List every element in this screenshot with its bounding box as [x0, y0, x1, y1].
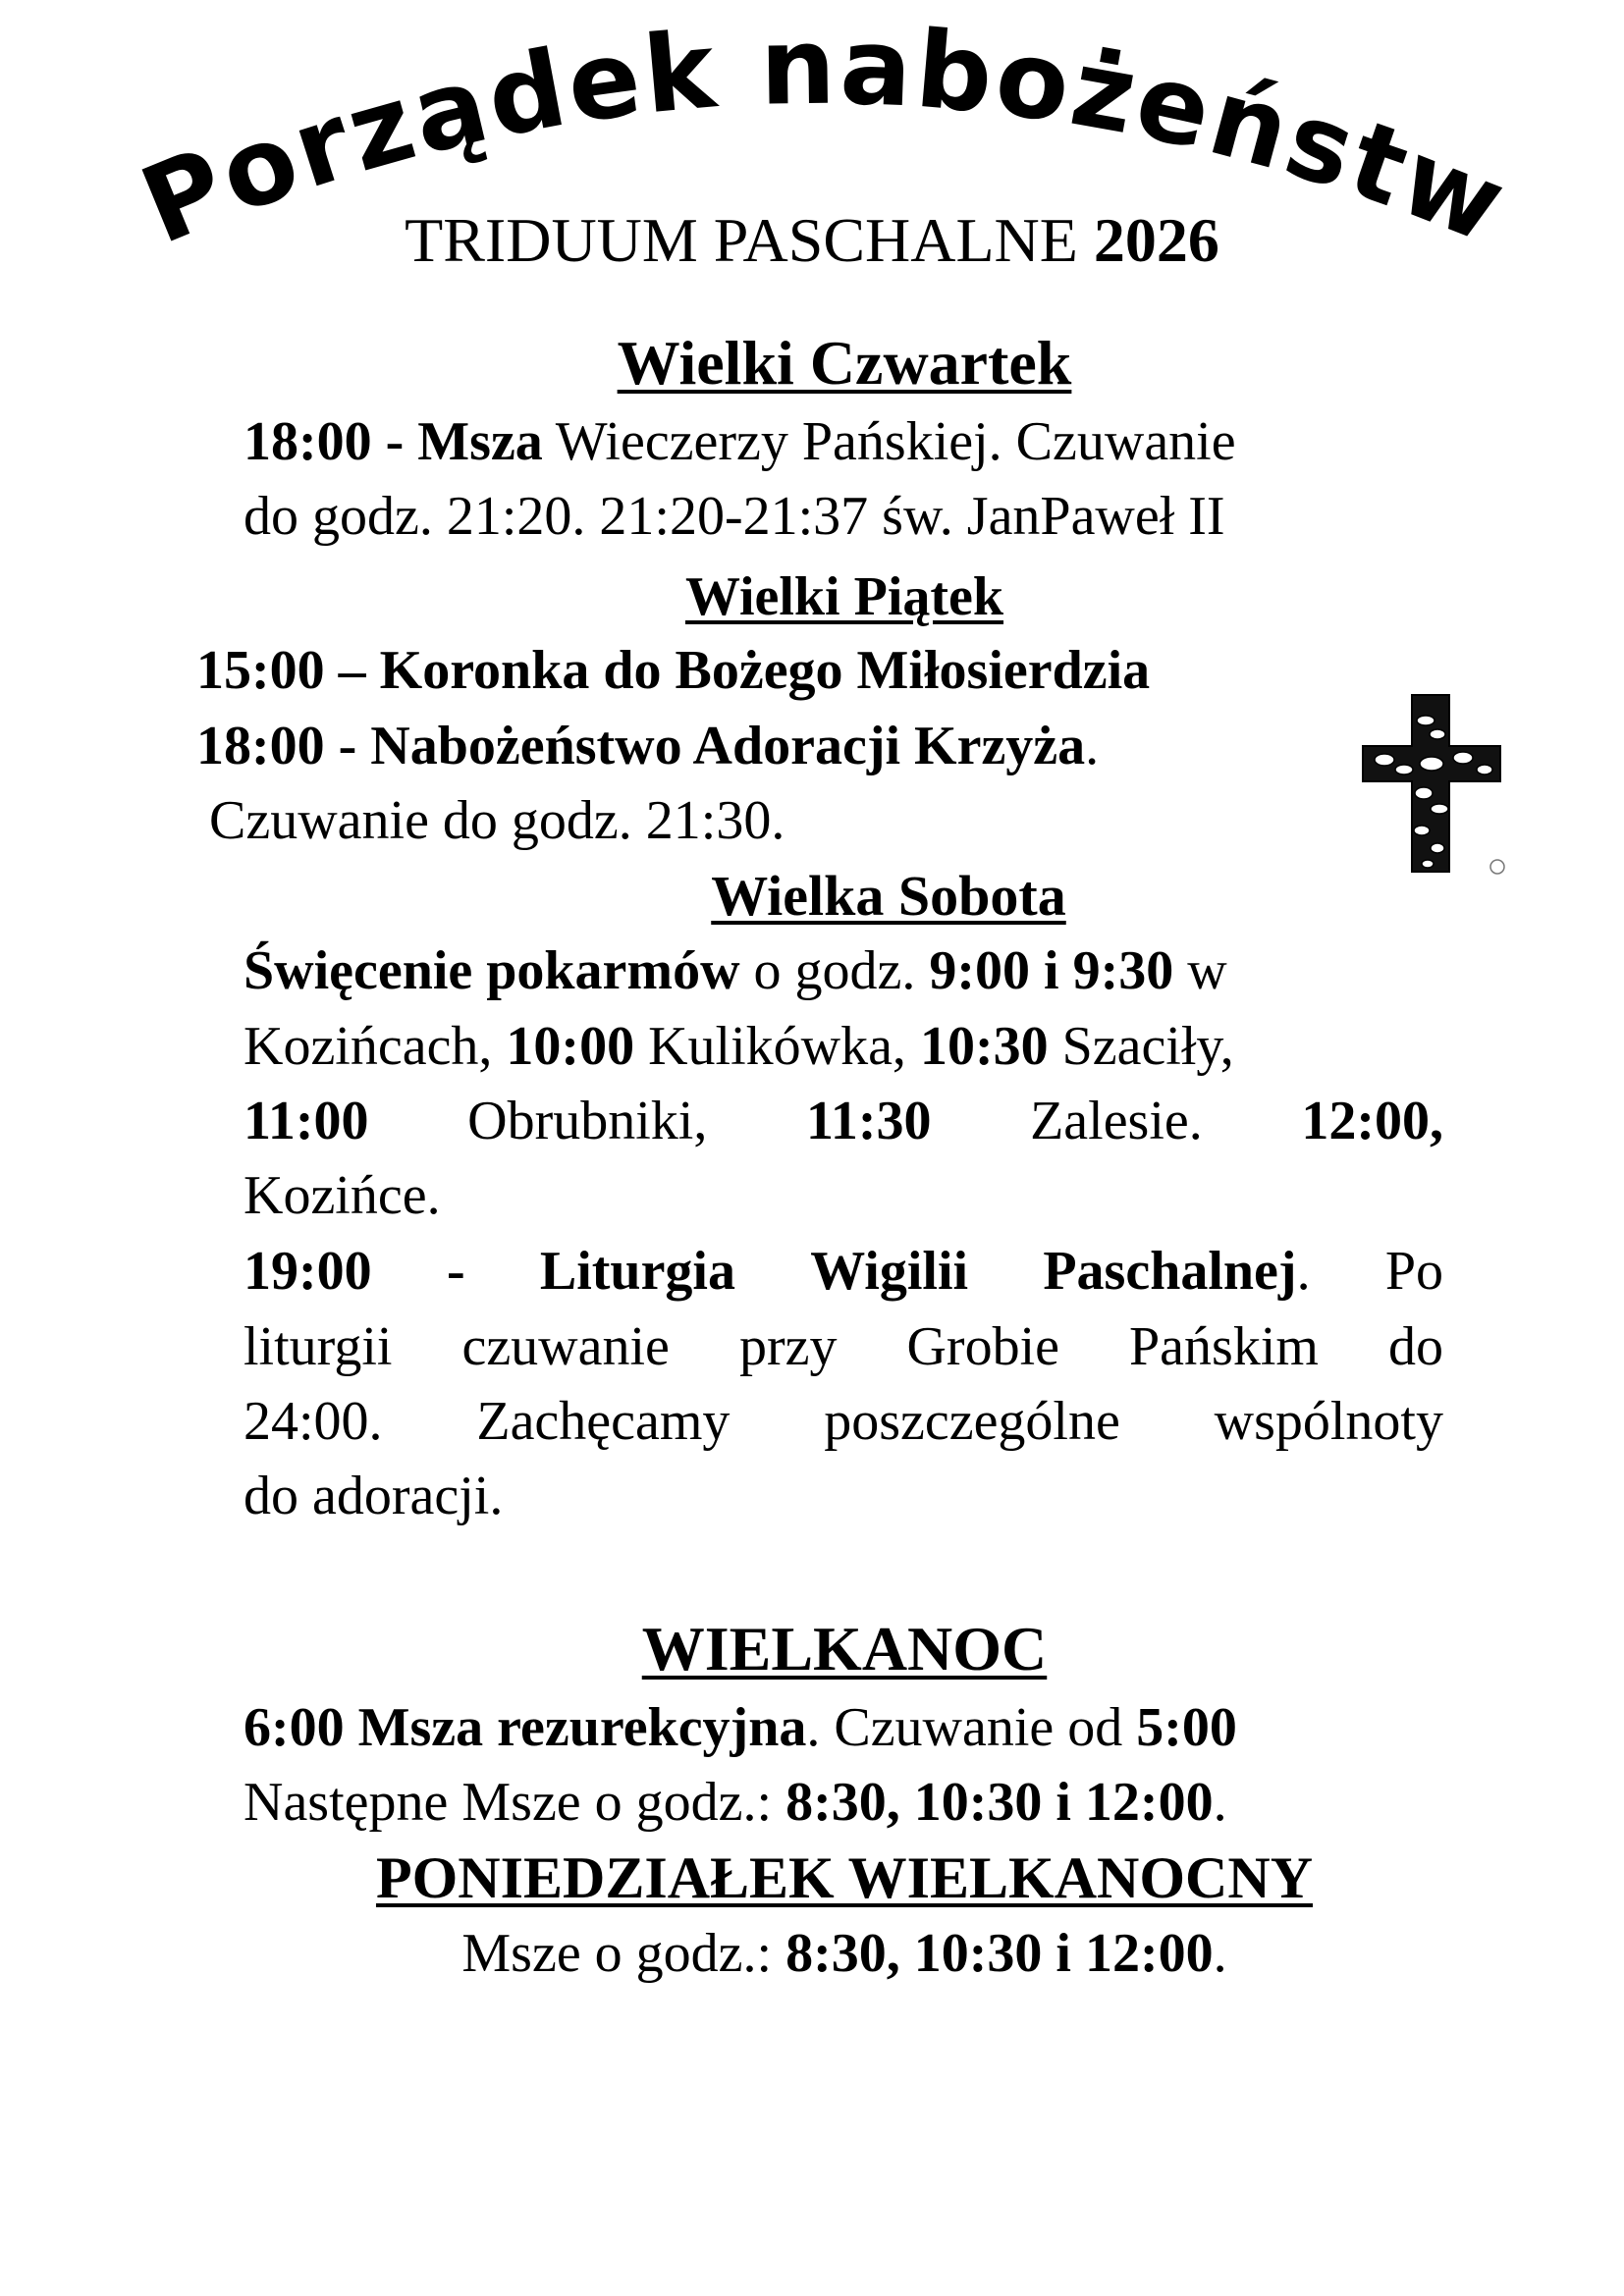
piatek-line-2: 18:00 - Nabożeństwo Adoracji Krzyża. — [196, 716, 1100, 776]
sobota-line-8: do adoracji. — [244, 1466, 504, 1526]
heading-wielkanoc: WIELKANOC — [641, 1614, 1048, 1683]
subtitle-year: 2026 — [1093, 205, 1219, 275]
sobota-line-2: Kozińcach, 10:00 Kulikówka, 10:30 Szaciły, — [244, 1016, 1234, 1077]
sobota-line-1: Święcenie pokarmów o godz. 9:00 i 9:30 w — [244, 940, 1227, 1001]
heading-wielki-piatek: Wielki Piątek — [684, 566, 1004, 627]
piatek-line-3: Czuwanie do godz. 21:30. — [209, 790, 785, 851]
subtitle — [0, 201, 1624, 280]
czwartek-line-2: do godz. 21:20. 21:20-21:37 św. JanPaweł II — [244, 486, 1225, 547]
heading-wielka-sobota: Wielka Sobota — [711, 864, 1066, 928]
poniedzialek-line-1: Msze o godz.: 8:30, 10:30 i 12:00. — [461, 1923, 1227, 1984]
cross-with-lilies-icon — [1355, 687, 1512, 883]
heading-poniedzialek: PONIEDZIAŁEK WIELKANOCNY — [375, 1845, 1314, 1910]
subtitle-text: TRIDUUM PASCHALNE — [405, 205, 1078, 275]
sobota-line-4: Kozińce. — [244, 1165, 441, 1226]
wielkanoc-line-1: 6:00 Msza rezurekcyjna. Czuwanie od 5:00 — [244, 1697, 1237, 1758]
page-title: Porządek nabożeństw — [125, 5, 1524, 269]
wielkanoc-line-2: Następne Msze o godz.: 8:30, 10:30 i 12:00. — [244, 1772, 1227, 1833]
sobota-line-5: 19:00 - Liturgia Wigilii Paschalnej. Po — [244, 1241, 1443, 1302]
czwartek-line-1: 18:00 - Msza Wieczerzy Pańskiej. Czuwanie — [244, 411, 1236, 472]
piatek-line-1: 15:00 – Koronka do Bożego Miłosierdzia — [196, 640, 1151, 701]
sobota-line-6: liturgii czuwanie przy Grobie Pańskim do — [244, 1316, 1443, 1377]
sobota-line-7: 24:00. Zachęcamy poszczególne wspólnoty — [244, 1391, 1443, 1452]
sobota-line-3: 11:00 Obrubniki, 11:30 Zalesie. 12:00, — [244, 1091, 1443, 1151]
heading-wielki-czwartek: Wielki Czwartek — [617, 328, 1072, 398]
